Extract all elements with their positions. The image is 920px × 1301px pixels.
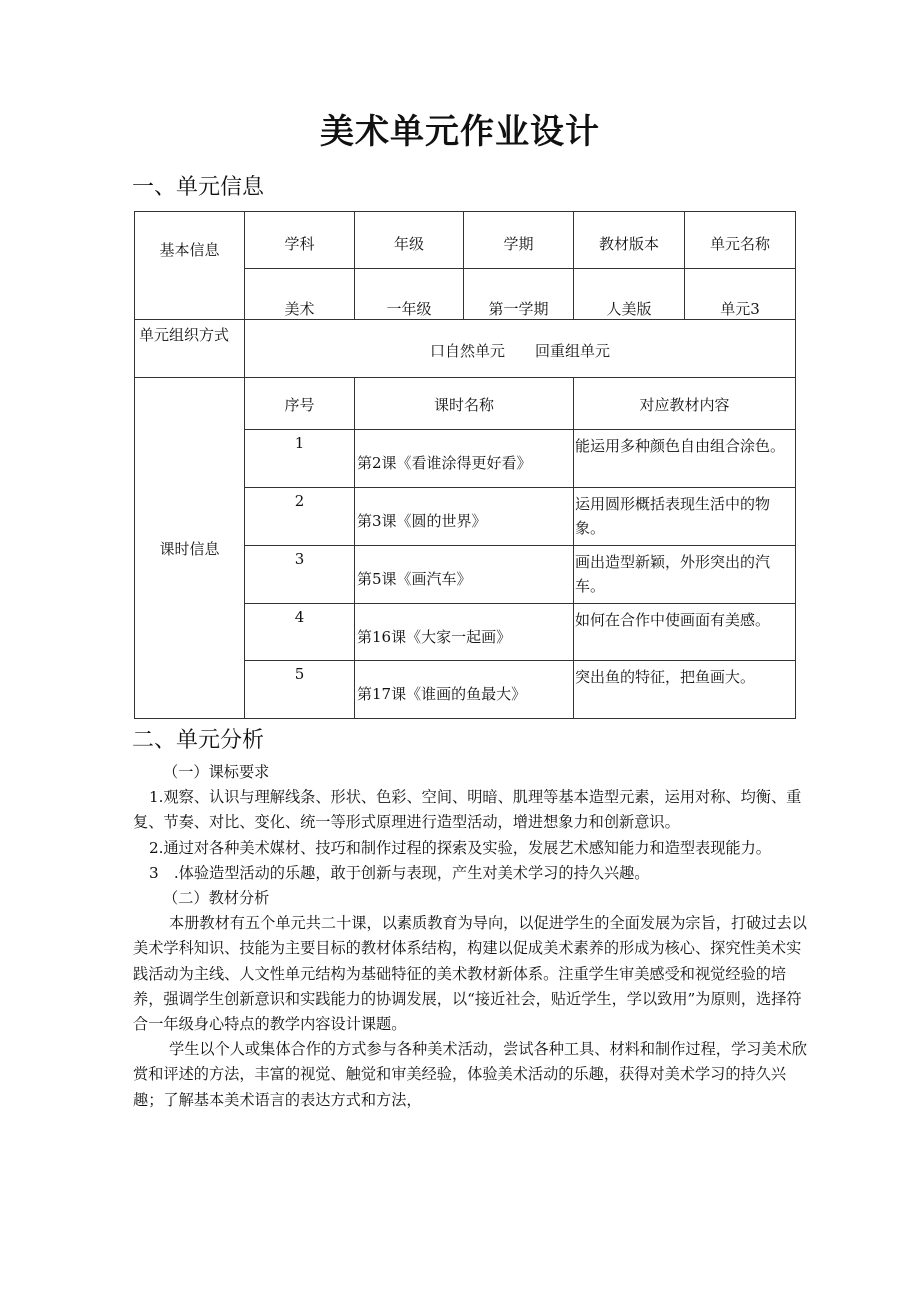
header-unit-name: 单元名称 xyxy=(709,235,770,253)
lesson-header-cell xyxy=(574,378,796,430)
organization-value-cell xyxy=(245,320,796,378)
lesson-name: 第16课《大家一起画》 xyxy=(357,628,512,646)
header-cell xyxy=(245,212,355,269)
header-cell xyxy=(464,212,574,269)
requirement-item: 2.通过对各种美术媒材、技巧和制作过程的探索及实验，发展艺术感知能力和造型表现能力。 xyxy=(149,838,771,857)
lesson-name: 第3课《圆的世界》 xyxy=(357,512,487,530)
lesson-content: 运用圆形概括表现生活中的物象。 xyxy=(575,495,771,537)
value-semester: 第一学期 xyxy=(488,300,549,318)
lesson-header-name: 课时名称 xyxy=(433,396,494,414)
header-cell xyxy=(574,212,685,269)
lesson-name: 第2课《看谁涂得更好看》 xyxy=(357,454,532,472)
lesson-header-cell xyxy=(245,378,355,430)
value-subject: 美术 xyxy=(284,300,315,318)
section-heading-unit-analysis: 二、单元分析 xyxy=(132,728,265,753)
header-semester: 学期 xyxy=(503,235,534,253)
value-cell xyxy=(245,269,355,320)
basic-info-label: 基本信息 xyxy=(159,241,220,259)
lesson-header-content: 对应教材内容 xyxy=(639,396,730,414)
lesson-name: 第5课《画汽车》 xyxy=(357,570,472,588)
lesson-content: 能运用多种颜色自由组合涂色。 xyxy=(575,437,786,455)
organization-label: 单元组织方式 xyxy=(139,326,230,344)
value-grade: 一年级 xyxy=(386,300,432,318)
header-edition: 教材版本 xyxy=(598,235,659,253)
value-cell xyxy=(464,269,574,320)
analysis-paragraph: 本册教材有五个单元共二十课，以素质教育为导向，以促进学生的全面发展为宗旨，打破过去以美术学科知识、技能为主要目标的教材体系结构，构建以促成美术素养的形成为核心、探究性美术实践活动为主线、人文性单元结构为基础特征的美术教材新体系。注重学生审美感受和视觉经验的培养，强调学生创新意识和实践能力的协调发展，以“接近社会，贴近学生，学以致用”为原则，选择符合一年级身心特点的教学内容设计课题。 xyxy=(133,914,807,1034)
lesson-name: 第17课《谁画的鱼最大》 xyxy=(357,685,527,703)
lesson-number: 4 xyxy=(294,608,305,626)
lesson-info-label-cell xyxy=(135,378,245,719)
lesson-number: 5 xyxy=(294,665,305,683)
value-unit-name: 单元3 xyxy=(720,300,760,318)
subheading-textbook-analysis: （二）教材分析 xyxy=(163,889,270,908)
value-cell xyxy=(685,269,796,320)
section-heading-unit-info: 一、单元信息 xyxy=(132,175,265,200)
analysis-body xyxy=(133,760,813,1113)
value-edition: 人美版 xyxy=(606,300,652,318)
lesson-number: 1 xyxy=(294,434,305,452)
unit-info-table xyxy=(134,211,796,719)
subheading-curriculum-requirements: （一）课标要求 xyxy=(163,763,270,781)
lesson-content: 如何在合作中使画面有美感。 xyxy=(575,611,771,629)
lesson-header-cell xyxy=(355,378,574,430)
header-grade: 年级 xyxy=(393,235,424,253)
header-subject: 学科 xyxy=(284,235,315,253)
value-cell xyxy=(355,269,464,320)
page-title: 美术单元作业设计 xyxy=(320,112,600,152)
lesson-content: 突出鱼的特征，把鱼画大。 xyxy=(575,668,756,686)
basic-info-label-cell xyxy=(135,212,245,320)
header-cell xyxy=(355,212,464,269)
organization-value: 口自然单元 回重组单元 xyxy=(429,342,610,360)
lesson-info-label: 课时信息 xyxy=(159,539,220,558)
lesson-content: 画出造型新颖，外形突出的汽车。 xyxy=(575,553,771,595)
header-cell xyxy=(685,212,796,269)
analysis-paragraph: 学生以个人或集体合作的方式参与各种美术活动，尝试各种工具、材料和制作过程，学习美术欣赏和评述的方法，丰富的视觉、触觉和审美经验，体验美术活动的乐趣，获得对美术学习的持久兴趣；了解基本美术语言的表达方式和方法， xyxy=(133,1040,807,1109)
requirement-item: 3 .体验造型活动的乐趣，敢于创新与表现，产生对美术学习的持久兴趣。 xyxy=(149,863,650,882)
lesson-number: 2 xyxy=(294,492,305,510)
lesson-header-number: 序号 xyxy=(284,396,315,414)
lesson-number: 3 xyxy=(294,550,305,568)
value-cell xyxy=(574,269,685,320)
requirement-item: 1.观察、认识与理解线条、形状、色彩、空间、明暗、肌理等基本造型元素，运用对称、均衡、重复、节奏、对比、变化、统一等形式原理进行造型活动，增进想象力和创新意识。 xyxy=(133,788,802,832)
organization-label-cell xyxy=(135,320,245,378)
